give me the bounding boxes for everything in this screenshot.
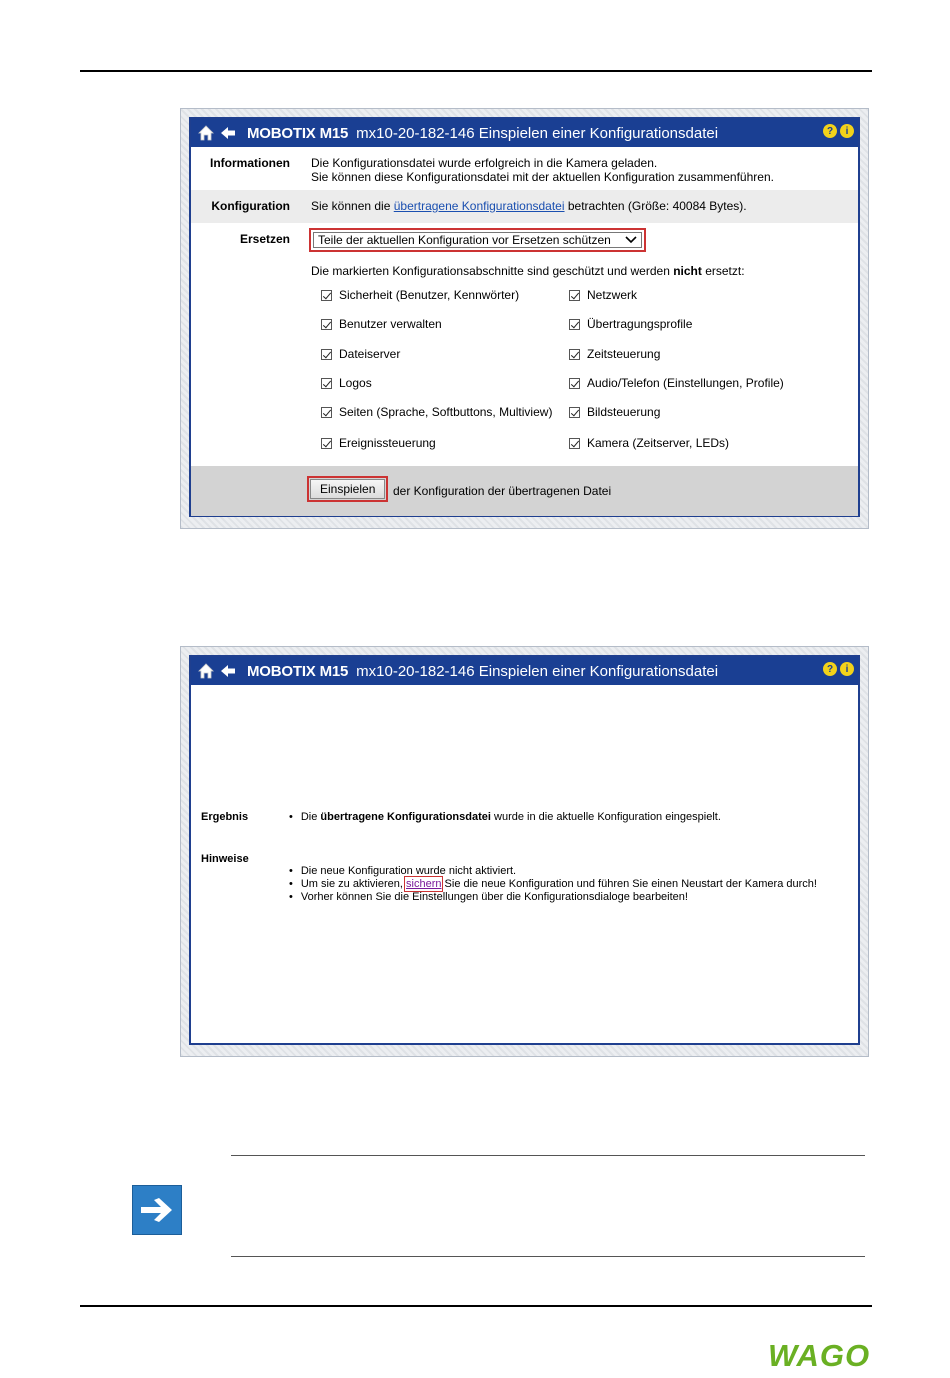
config-row bbox=[191, 190, 858, 223]
check-camera[interactable] bbox=[569, 436, 729, 450]
protect-note-suffix: ersetzt: bbox=[701, 264, 745, 278]
check-user-management[interactable] bbox=[321, 317, 442, 331]
checkbox-checked-icon bbox=[569, 290, 580, 301]
home-icon[interactable] bbox=[195, 122, 217, 144]
checkbox-checked-icon bbox=[569, 378, 580, 389]
check-label: Audio/Telefon (Einstellungen, Profile) bbox=[587, 376, 784, 390]
browser-frame bbox=[189, 117, 860, 517]
protect-note-bold: nicht bbox=[673, 264, 702, 278]
check-label: Seiten (Sprache, Softbuttons, Multiview) bbox=[339, 405, 553, 419]
result-label: Ergebnis bbox=[201, 811, 249, 823]
info-icon[interactable]: i bbox=[840, 662, 854, 676]
chevron-down-icon bbox=[625, 236, 637, 244]
result-prefix: Die bbox=[300, 811, 321, 823]
wago-logo bbox=[766, 1336, 870, 1370]
import-button[interactable]: Einspielen bbox=[310, 479, 385, 499]
action-bar bbox=[191, 466, 858, 516]
check-label: Dateiserver bbox=[339, 347, 401, 361]
checkbox-checked-icon bbox=[321, 319, 332, 330]
back-arrow-icon[interactable] bbox=[217, 122, 239, 144]
replace-select-value: Teile der aktuellen Konfiguration vor Ersetzen schützen bbox=[318, 233, 611, 247]
checkbox-checked-icon bbox=[321, 407, 332, 418]
save-link[interactable]: sichern bbox=[406, 878, 442, 890]
checkbox-checked-icon bbox=[569, 407, 580, 418]
check-file-server[interactable] bbox=[321, 347, 400, 361]
protect-note bbox=[311, 264, 745, 278]
info-label: Informationen bbox=[210, 156, 290, 170]
protect-note-prefix: Die markierten Konfigurationsabschnitte sind geschützt und werden bbox=[311, 264, 674, 278]
header-rule bbox=[80, 70, 872, 72]
hint-item-2 bbox=[289, 878, 817, 891]
import-action-text: der Konfiguration der übertragenen Datei bbox=[393, 484, 612, 498]
config-text bbox=[311, 199, 747, 213]
hint-prefix: Um sie zu aktivieren, bbox=[300, 878, 407, 890]
wago-logo-text: WAGO bbox=[768, 1338, 870, 1370]
info-line-1: Die Konfigurationsdatei wurde erfolgreich in die Kamera geladen. bbox=[311, 156, 658, 170]
check-label: Logos bbox=[339, 376, 372, 390]
config-file-link[interactable]: übertragene Konfigurationsdatei bbox=[393, 199, 565, 213]
page-title: mx10-20-182-146 Einspielen einer Konfigurationsdatei bbox=[356, 124, 719, 142]
page-title: mx10-20-182-146 Einspielen einer Konfigurationsdatei bbox=[356, 662, 719, 680]
brand-name: MOBOTIX M15 bbox=[247, 662, 349, 680]
checkbox-checked-icon bbox=[321, 438, 332, 449]
info-row bbox=[191, 147, 858, 190]
browser-frame bbox=[189, 655, 860, 1045]
check-label: Netzwerk bbox=[587, 288, 638, 302]
note-top-rule bbox=[231, 1155, 865, 1156]
hint-item-3: • Vorher können Sie die Einstellungen über die Konfigurationsdialoge bearbeiten! bbox=[289, 891, 817, 904]
checkbox-checked-icon bbox=[569, 319, 580, 330]
footer-rule bbox=[80, 1305, 872, 1307]
check-time-control[interactable] bbox=[569, 347, 660, 361]
home-icon[interactable] bbox=[195, 660, 217, 682]
check-label: Übertragungsprofile bbox=[587, 317, 693, 331]
check-logos[interactable] bbox=[321, 376, 372, 390]
hint-item-1: • Die neue Konfiguration wurde nicht aktiviert. bbox=[289, 865, 817, 878]
result-bold: übertragene Konfigurationsdatei bbox=[320, 811, 491, 823]
result-suffix: wurde in die aktuelle Konfiguration eingespielt. bbox=[490, 811, 721, 823]
replace-select[interactable] bbox=[313, 232, 642, 248]
hints-list bbox=[289, 865, 817, 904]
check-network[interactable] bbox=[569, 288, 637, 302]
check-label: Bildsteuerung bbox=[587, 405, 661, 419]
checkbox-checked-icon bbox=[569, 349, 580, 360]
check-event-control[interactable] bbox=[321, 436, 436, 450]
config-label: Konfiguration bbox=[211, 199, 290, 213]
check-image-control[interactable] bbox=[569, 405, 660, 419]
check-transfer-profiles[interactable] bbox=[569, 317, 692, 331]
check-label: Sicherheit (Benutzer, Kennwörter) bbox=[339, 288, 520, 302]
config-prefix: Sie können die bbox=[311, 199, 394, 213]
check-audio-phone[interactable] bbox=[569, 376, 784, 390]
help-icon[interactable]: ? bbox=[823, 124, 837, 138]
screenshot-import-result bbox=[180, 646, 869, 1057]
checkbox-checked-icon bbox=[569, 438, 580, 449]
replace-label: Ersetzen bbox=[239, 232, 290, 246]
title-bar bbox=[191, 657, 858, 685]
import-button-highlight bbox=[307, 476, 388, 502]
hint-suffix: Sie die neue Konfiguration und führen Sie einen Neustart der Kamera durch! bbox=[441, 878, 817, 890]
result-list bbox=[289, 811, 721, 824]
check-label: Ereignissteuerung bbox=[339, 436, 436, 450]
back-arrow-icon[interactable] bbox=[217, 660, 239, 682]
checkbox-checked-icon bbox=[321, 378, 332, 389]
info-icon[interactable]: i bbox=[840, 124, 854, 138]
hints-label: Hinweise bbox=[201, 853, 249, 865]
replace-row bbox=[191, 223, 858, 468]
check-pages[interactable] bbox=[321, 405, 552, 419]
check-label: Kamera (Zeitserver, LEDs) bbox=[587, 436, 730, 450]
config-suffix: betrachten (Größe: 40084 Bytes). bbox=[564, 199, 747, 213]
result-item bbox=[289, 811, 721, 824]
checkbox-checked-icon bbox=[321, 349, 332, 360]
help-icon[interactable]: ? bbox=[823, 662, 837, 676]
replace-select-highlight bbox=[309, 228, 646, 252]
check-security[interactable] bbox=[321, 288, 519, 302]
info-line-2: Sie können diese Konfigurationsdatei mit der aktuellen Konfiguration zusammenführen. bbox=[311, 170, 774, 184]
screenshot-import-dialog bbox=[180, 108, 869, 529]
check-label: Zeitsteuerung bbox=[587, 347, 661, 361]
note-bottom-rule bbox=[231, 1256, 865, 1257]
checkbox-checked-icon bbox=[321, 290, 332, 301]
result-content bbox=[191, 685, 858, 1041]
brand-name: MOBOTIX M15 bbox=[247, 124, 349, 142]
check-label: Benutzer verwalten bbox=[339, 317, 442, 331]
note-arrow-icon bbox=[132, 1185, 182, 1235]
title-bar bbox=[191, 119, 858, 147]
